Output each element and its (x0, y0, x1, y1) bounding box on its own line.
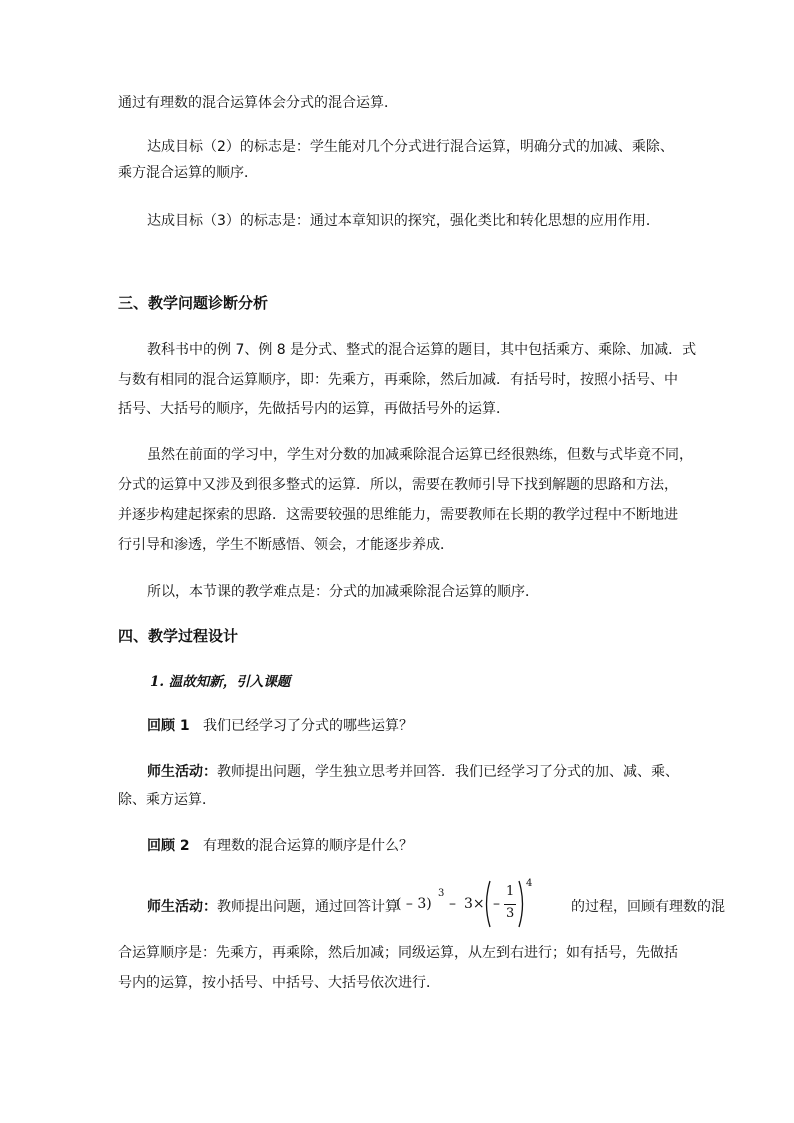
paragraph-line: 合运算顺序是：先乘方，再乘除，然后加减；同级运算，从左到右进行；如有括号，先做括 (118, 945, 678, 961)
paragraph-line: 并逐步构建起探索的思路．这需要较强的思维能力，需要教师在长期的教学过程中不断地进 (118, 507, 678, 523)
review-text: 我们已经学习了分式的哪些运算？ (202, 718, 413, 734)
paragraph-line: 所以，本节课的教学难点是：分式的加减乘除混合运算的顺序． (147, 584, 539, 600)
paragraph-line: 分式的运算中又涉及到很多整式的运算．所以，需要在教师引导下找到解题的思路和方法， (118, 477, 678, 493)
review-question (147, 716, 413, 736)
review-label: 回顾 2 (147, 838, 190, 854)
formula-minus: – (449, 896, 456, 912)
paragraph-line: 号内的运算，按小括号、中括号、大括号依次进行． (118, 975, 440, 991)
formula-coefficient: 3× (464, 896, 485, 912)
paragraph-line: 括号、大括号的顺序，先做括号内的运算，再做括号外的运算． (118, 401, 510, 417)
paragraph-line: 除、乘方运算． (118, 792, 216, 808)
paragraph-line: 乘方混合运算的顺序． (118, 165, 258, 181)
section-heading: 三、教学问题诊断分析 (118, 294, 269, 312)
fraction-numerator: 1 (506, 884, 515, 899)
paragraph-line: 与数有相同的混合运算顺序，即：先乘方，再乘除，然后加减．有括号时，按照小括号、中 (118, 372, 678, 388)
formula (396, 876, 572, 932)
activity-line (147, 897, 399, 917)
left-paren-icon (482, 880, 492, 928)
paragraph-line: 行引导和渗透，学生不断感悟、领会，才能逐步养成． (118, 537, 454, 553)
paragraph-line: 教科书中的例 7、例 8 是分式、整式的混合运算的题目，其中包括乘方、乘除、加减．式 (147, 342, 697, 358)
formula-negative: – (493, 896, 500, 912)
activity-label: 师生活动： (147, 764, 217, 780)
activity-text: 教师提出问题，学生独立思考并回答．我们已经学习了分式的加、减、乘、 (217, 764, 679, 780)
review-question (147, 836, 413, 856)
formula-exponent: 4 (526, 878, 533, 889)
paragraph-line: 虽然在前面的学习中，学生对分数的加减乘除混合运算已经很熟练，但数与式毕竟不同， (147, 447, 693, 463)
activity-line (147, 762, 679, 782)
section-heading: 四、教学过程设计 (118, 627, 239, 645)
paragraph-line: 通过有理数的混合运算体会分式的混合运算． (118, 95, 398, 111)
review-text: 有理数的混合运算的顺序是什么？ (202, 838, 413, 854)
subsection-heading: 1. 温故知新，引入课题 (150, 674, 291, 690)
activity-label: 师生活动： (147, 899, 217, 915)
review-label: 回顾 1 (147, 718, 190, 734)
fraction-denominator: 3 (506, 906, 515, 921)
paragraph-line: 达成目标（3）的标志是：通过本章知识的探究，强化类比和转化思想的应用作用． (147, 213, 660, 229)
fraction-bar (504, 904, 516, 905)
formula-base: ( – 3) (396, 896, 432, 912)
paragraph-line: 达成目标（2）的标志是：学生能对几个分式进行混合运算，明确分式的加减、乘除、 (147, 139, 674, 155)
activity-text: 教师提出问题，通过回答计算 (217, 899, 399, 915)
activity-text-continued: 的过程，回顾有理数的混 (571, 899, 725, 915)
formula-exponent: 3 (438, 888, 445, 899)
